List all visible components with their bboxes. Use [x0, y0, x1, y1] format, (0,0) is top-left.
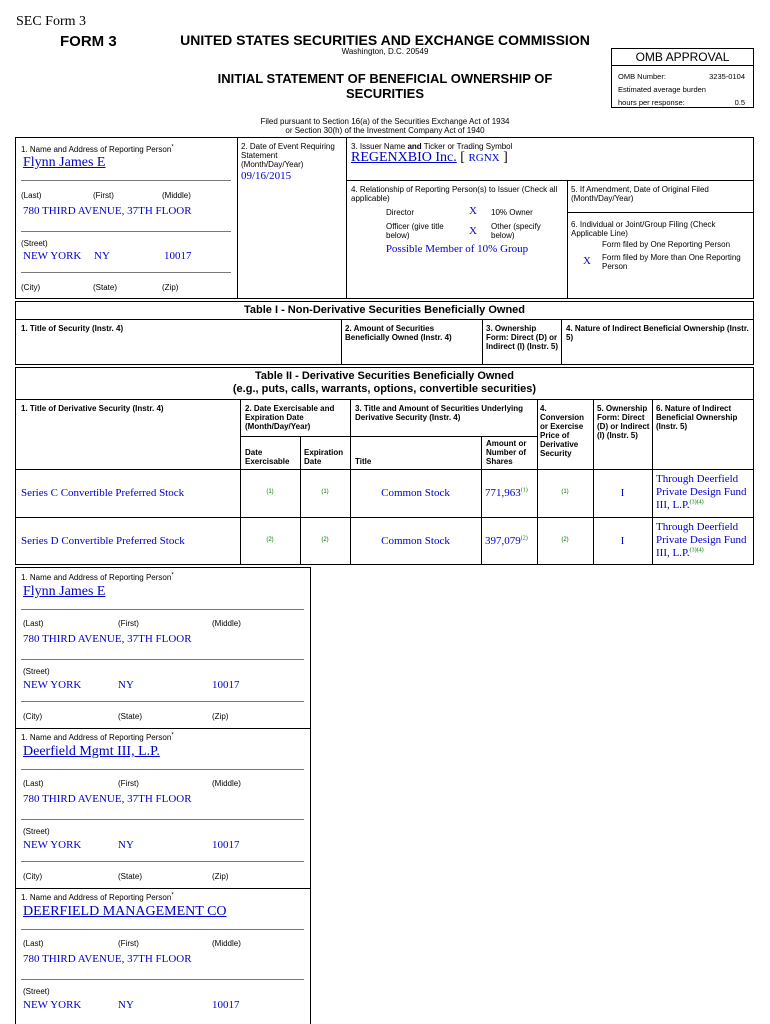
person2-label-star: *	[171, 732, 174, 739]
box1-city-label: (City)	[21, 283, 41, 292]
box1-last-label: (Last)	[21, 191, 42, 200]
person2-zip: 10017	[212, 839, 240, 851]
table-row-1-amount-wrap	[485, 487, 528, 499]
person1-state-label: (State)	[118, 712, 143, 721]
person1-city-label: (City)	[23, 712, 43, 721]
ticker-bracket-close: ]	[503, 150, 508, 165]
person3-middle-label: (Middle)	[212, 939, 241, 948]
table-row-2-title: Common Stock	[381, 535, 450, 547]
person3-zip: 10017	[212, 999, 240, 1011]
table-row-2-form: I	[620, 535, 625, 547]
officer-label: Officer (give title below)	[386, 222, 444, 240]
table-row-2-nature: Through Deerfield Private Design Fund III, L.P.	[656, 521, 747, 559]
person1-label-text: 1. Name and Address of Reporting Person	[21, 573, 172, 582]
omb-number: 3235-0104	[709, 72, 745, 81]
table1-col2: 2. Amount of Securities Beneficially Owned (Instr. 4)	[345, 324, 452, 342]
table2-title-line2: (e.g., puts, calls, warrants, options, convertible securities)	[232, 383, 537, 395]
table-row-1-form: I	[620, 487, 625, 499]
table-row-1-security: Series C Convertible Preferred Stock	[21, 487, 185, 499]
table-row-2-price: (2)	[561, 537, 569, 543]
person2-label-text: 1. Name and Address of Reporting Person	[21, 733, 172, 742]
filed-line2: or Section 30(h) of the Investment Company Act of 1940	[285, 126, 485, 135]
table-row-1-exercisable: (1)	[266, 489, 274, 495]
box1-first-label: (First)	[93, 191, 114, 200]
person3-address: 780 THIRD AVENUE, 37TH FLOOR	[23, 953, 192, 965]
table2-sub-amount: Amount or Number of Shares	[486, 439, 527, 466]
table-row-1-amount: 771,963	[485, 487, 521, 499]
form-number: FORM 3	[60, 33, 117, 50]
box4-label: 4. Relationship of Reporting Person(s) to Issuer (Check all applicable)	[351, 185, 558, 203]
table1-title: Table I - Non-Derivative Securities Beneficially Owned	[244, 304, 525, 316]
statement-title-line2: SECURITIES	[345, 86, 424, 101]
filed-by-more-label: Form filed by More than One Reporting Person	[602, 253, 741, 271]
omb-burden-label: Estimated average burden	[618, 85, 706, 94]
person2-state: NY	[118, 839, 134, 851]
person2-first-label: (First)	[118, 779, 139, 788]
table2-sub-title: Title	[355, 457, 372, 466]
person2-street-label: (Street)	[23, 827, 50, 836]
person1-zip: 10017	[212, 679, 240, 691]
person1-address: 780 THIRD AVENUE, 37TH FLOOR	[23, 633, 192, 645]
person1-street-label: (Street)	[23, 667, 50, 676]
ten-percent-owner-check: X	[469, 205, 477, 217]
sec-form-label: SEC Form 3	[16, 14, 87, 29]
table-row-2-amount-footnote: (2)	[520, 535, 528, 542]
table2-col3: 3. Title and Amount of Securities Underlying Derivative Security (Instr. 4)	[355, 404, 524, 422]
box1-address: 780 THIRD AVENUE, 37TH FLOOR	[23, 205, 192, 217]
ticker-symbol: RGNX	[468, 152, 500, 164]
statement-title-line1: INITIAL STATEMENT OF BENEFICIAL OWNERSHIP OF	[217, 71, 553, 86]
table-row-1-expiration: (1)	[321, 489, 329, 495]
table-row-2-amount-wrap	[485, 535, 528, 547]
person2-city: NEW YORK	[23, 839, 82, 851]
person1-last-label: (Last)	[23, 619, 44, 628]
person2-city-label: (City)	[23, 872, 43, 881]
other-check: X	[469, 225, 477, 237]
person3-label	[21, 893, 174, 902]
person2-label	[21, 733, 174, 742]
table-row-2-exercisable: (2)	[266, 537, 274, 543]
person1-state: NY	[118, 679, 134, 691]
ticker-bracket-open: [	[460, 150, 465, 165]
person1-label-star: *	[171, 572, 174, 579]
filed-by-one-label: Form filed by One Reporting Person	[602, 240, 731, 249]
table-row-1-nature-footnote: (3)(4)	[689, 499, 704, 506]
other-label: Other (specify below)	[491, 222, 541, 240]
table-row-1-amount-footnote: (1)	[520, 487, 528, 494]
table2-col1: 1. Title of Derivative Security (Instr. 4)	[21, 404, 164, 413]
table-row-1-nature-wrap	[656, 473, 750, 512]
person2-state-label: (State)	[118, 872, 143, 881]
table-row-2-security: Series D Convertible Preferred Stock	[21, 535, 185, 547]
box1-city: NEW YORK	[23, 250, 82, 262]
table1-col3: 3. Ownership Form: Direct (D) or Indirect (I) (Instr. 5)	[486, 324, 559, 351]
table1-col4: 4. Nature of Indirect Beneficial Ownership (Instr. 5)	[566, 324, 749, 342]
box1-zip-label: (Zip)	[162, 283, 179, 292]
box1-label-text: 1. Name and Address of Reporting Person	[21, 145, 172, 154]
table-row-2-amount: 397,079	[485, 535, 521, 547]
table-row-1-price: (1)	[561, 489, 569, 495]
person2-zip-label: (Zip)	[212, 872, 229, 881]
filed-pursuant	[170, 117, 600, 135]
person2-address: 780 THIRD AVENUE, 37TH FLOOR	[23, 793, 192, 805]
box1-street-label: (Street)	[21, 239, 48, 248]
person1-city: NEW YORK	[23, 679, 82, 691]
person2-middle-label: (Middle)	[212, 779, 241, 788]
person1-middle-label: (Middle)	[212, 619, 241, 628]
box1-label-star: *	[171, 144, 174, 151]
table-row-1-nature: Through Deerfield Private Design Fund III, L.P.	[656, 473, 747, 511]
table-row-2-expiration: (2)	[321, 537, 329, 543]
box1-label	[21, 145, 174, 154]
relationship-remark: Possible Member of 10% Group	[385, 243, 529, 255]
ten-percent-owner-label: 10% Owner	[491, 208, 533, 217]
person1-zip-label: (Zip)	[212, 712, 229, 721]
table2-title	[15, 370, 754, 396]
table2-title-line1: Table II - Derivative Securities Beneficially Owned	[254, 370, 514, 382]
person3-label-text: 1. Name and Address of Reporting Person	[21, 893, 172, 902]
issuer-line	[351, 150, 508, 166]
director-label: Director	[386, 208, 415, 217]
omb-hours-label: hours per response:	[618, 98, 685, 107]
filed-by-more-check: X	[583, 255, 591, 267]
person1-name-link[interactable]: Flynn James E	[23, 584, 106, 599]
table-row-2-nature-wrap	[656, 521, 750, 560]
table2-col6: 6. Nature of Indirect Beneficial Ownership (Instr. 5)	[656, 404, 738, 431]
person2-name-link[interactable]: Deerfield Mgmt III, L.P.	[23, 744, 160, 759]
box1-state: NY	[94, 250, 110, 262]
omb-title: OMB APPROVAL	[612, 49, 753, 66]
commission-location: Washington, D.C. 20549	[341, 47, 429, 56]
person2-last-label: (Last)	[23, 779, 44, 788]
omb-number-label: OMB Number:	[618, 72, 666, 81]
table2-sub-date-exercisable: Date Exercisable	[245, 448, 290, 466]
table1-col1: 1. Title of Security (Instr. 4)	[21, 324, 124, 333]
person3-last-label: (Last)	[23, 939, 44, 948]
box6-label: 6. Individual or Joint/Group Filing (Check Applicable Line)	[571, 220, 716, 238]
person3-label-star: *	[171, 892, 174, 899]
box1-zip: 10017	[164, 250, 192, 262]
commission-title: UNITED STATES SECURITIES AND EXCHANGE COMMISSION	[180, 32, 590, 48]
box1-middle-label: (Middle)	[162, 191, 191, 200]
box2-label: 2. Date of Event Requiring Statement (Month/Day/Year)	[241, 142, 335, 169]
person3-state: NY	[118, 999, 134, 1011]
omb-hours: 0.5	[734, 98, 745, 107]
table-row-1-title: Common Stock	[381, 487, 450, 499]
box3-label-post: Ticker or Trading Symbol	[421, 142, 513, 151]
table2-sub-expiration: Expiration Date	[304, 448, 344, 466]
person1-first-label: (First)	[118, 619, 139, 628]
person3-city: NEW YORK	[23, 999, 82, 1011]
table2-col2: 2. Date Exercisable and Expiration Date (Month/Day/Year)	[245, 404, 335, 431]
reporting-person-name-link[interactable]: Flynn James E	[23, 155, 106, 170]
omb-approval-box	[611, 48, 754, 108]
person1-label	[21, 573, 174, 582]
filed-line1: Filed pursuant to Section 16(a) of the Securities Exchange Act of 1934	[260, 117, 510, 126]
table-row-2-nature-footnote: (3)(4)	[689, 547, 704, 554]
box3-label-and: and	[407, 142, 422, 151]
person3-first-label: (First)	[118, 939, 139, 948]
table2-col4: 4. Conversion or Exercise Price of Derivative Security	[540, 404, 585, 458]
table2-col5: 5. Ownership Form: Direct (D) or Indirect (I) (Instr. 5)	[597, 404, 650, 440]
issuer-name-link[interactable]: REGENXBIO Inc.	[351, 150, 457, 165]
box1-state-label: (State)	[93, 283, 118, 292]
person3-street-label: (Street)	[23, 987, 50, 996]
box5-label: 5. If Amendment, Date of Original Filed (Month/Day/Year)	[571, 185, 709, 203]
event-date: 09/16/2015	[241, 170, 292, 182]
person3-name-link[interactable]: DEERFIELD MANAGEMENT CO	[23, 904, 227, 919]
box3-label-pre: 3. Issuer Name	[351, 142, 408, 151]
